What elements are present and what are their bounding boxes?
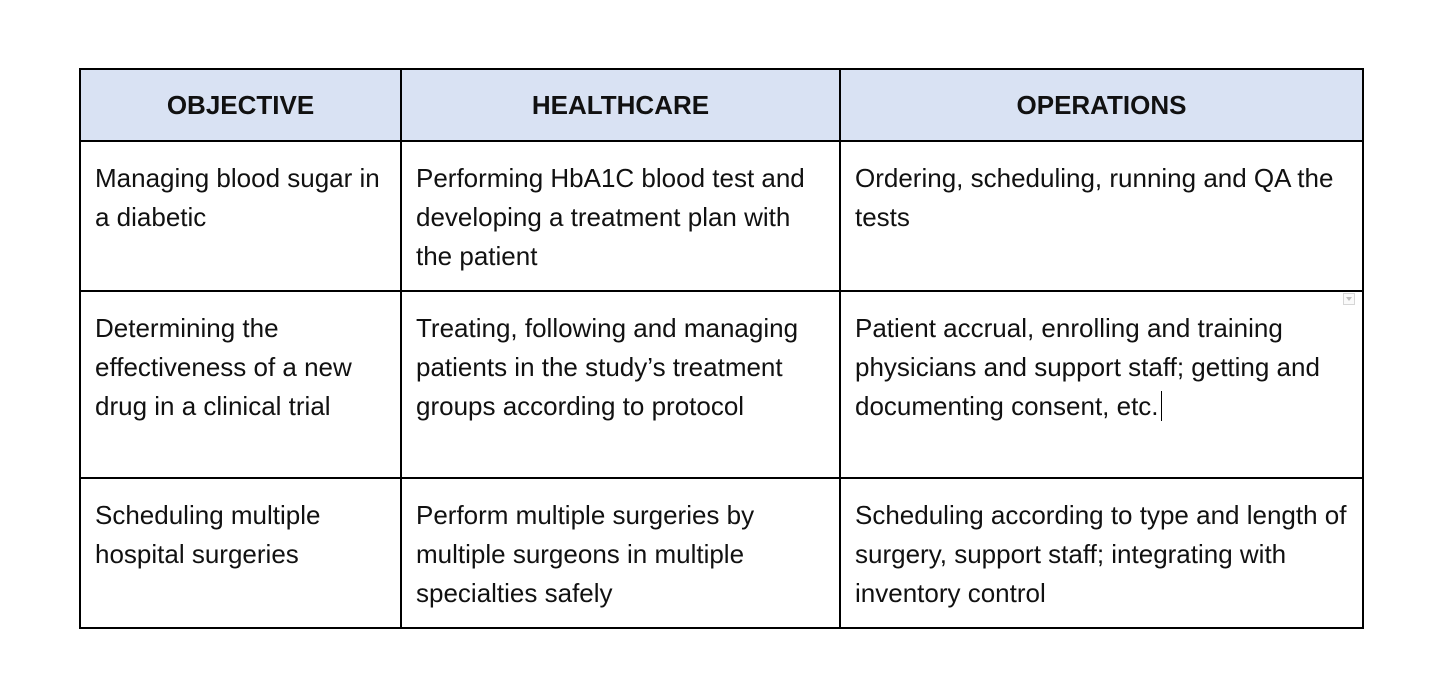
cell-operations[interactable]: Ordering, scheduling, running and QA the tests [840, 141, 1363, 291]
table-row [80, 291, 1363, 478]
comparison-table [79, 68, 1364, 629]
text-cursor [1161, 391, 1162, 421]
cell-objective[interactable]: Scheduling multiple hospital surgeries [80, 478, 401, 628]
cell-healthcare[interactable]: Performing HbA1C blood test and developing a treatment plan with the patient [401, 141, 840, 291]
cell-operations-text[interactable]: Patient accrual, enrolling and training physicians and support staff; getting and documenting consent, etc. [855, 313, 1320, 421]
table-row [80, 478, 1363, 628]
table-row [80, 141, 1363, 291]
cell-operations[interactable]: Scheduling according to type and length of surgery, support staff; integrating with inventory control [840, 478, 1363, 628]
cell-operations-active[interactable] [840, 291, 1363, 478]
cell-objective[interactable]: Determining the effectiveness of a new drug in a clinical trial [80, 291, 401, 478]
header-objective[interactable]: OBJECTIVE [80, 69, 401, 141]
header-healthcare[interactable]: HEALTHCARE [401, 69, 840, 141]
active-cell-wrapper [855, 309, 1350, 426]
header-row [80, 69, 1363, 141]
cell-healthcare[interactable]: Treating, following and managing patients in the study’s treatment groups according to protocol [401, 291, 840, 478]
header-operations[interactable]: OPERATIONS [840, 69, 1363, 141]
cell-objective[interactable]: Managing blood sugar in a diabetic [80, 141, 401, 291]
cell-healthcare[interactable]: Perform multiple surgeries by multiple surgeons in multiple specialties safely [401, 478, 840, 628]
chevron-down-icon[interactable] [1343, 293, 1355, 305]
